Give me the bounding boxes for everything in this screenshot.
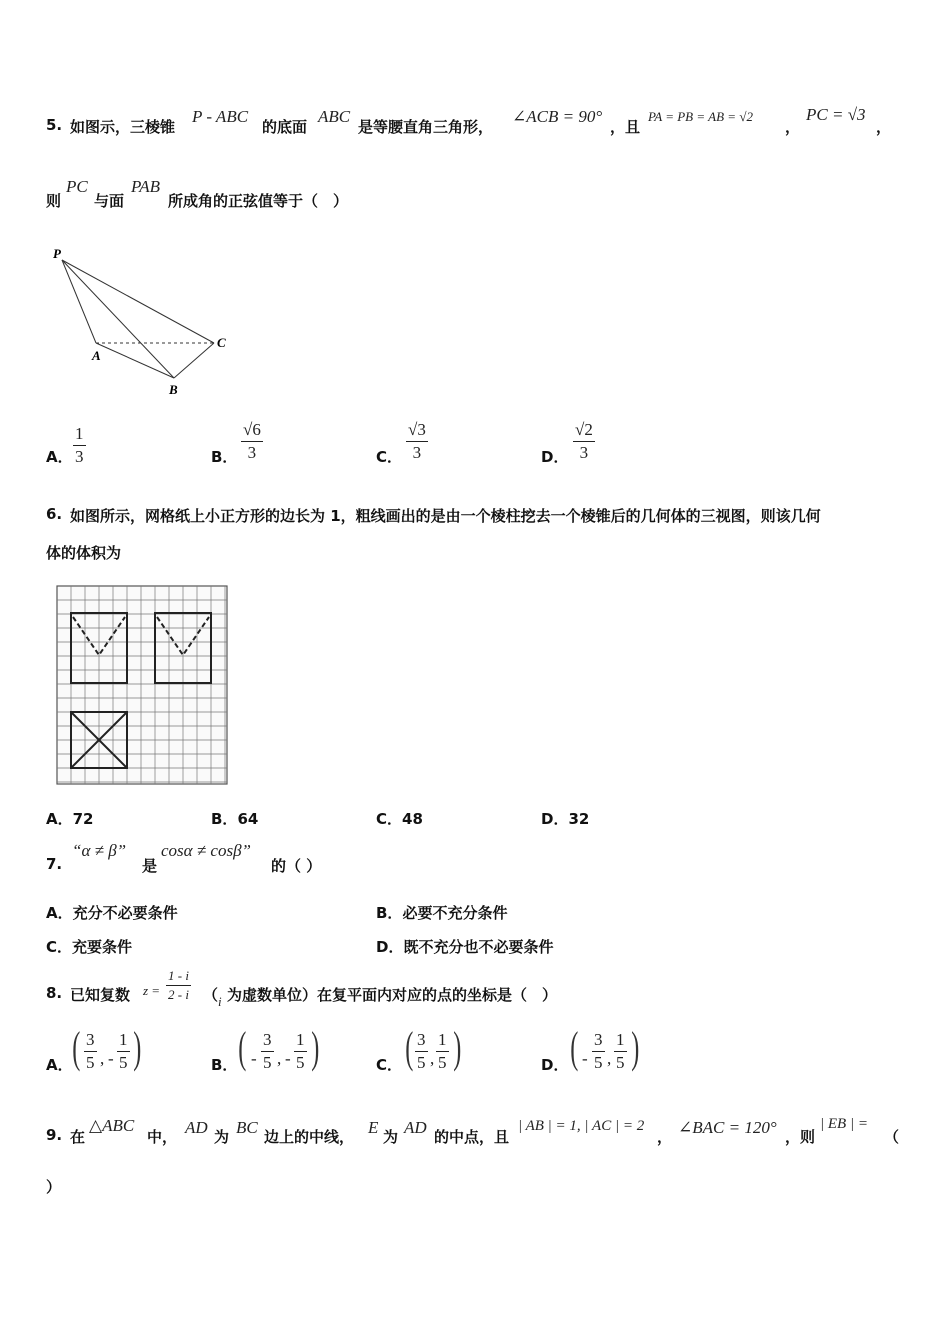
question-text: 中， — [147, 1128, 178, 1146]
option-value: 72 — [72, 810, 94, 828]
math-expression: z = — [143, 983, 161, 998]
question-text: 是 — [142, 857, 158, 875]
sign: - — [582, 1049, 588, 1068]
fraction-numerator: √3 — [408, 420, 426, 439]
math-expression: P - ABC — [192, 107, 249, 126]
option-text: 必要不充分条件 — [402, 904, 508, 922]
math-expression: “α ≠ β” — [72, 841, 127, 860]
question-text: 边上的中线， — [264, 1128, 355, 1146]
option-label: D． — [541, 810, 569, 828]
option-c-fraction[interactable] — [406, 420, 428, 463]
question-text: ） — [46, 1178, 62, 1196]
option-c[interactable] — [376, 808, 423, 829]
question-number: 7. — [46, 855, 63, 873]
fraction-denominator: 2 - i — [168, 987, 189, 1002]
option-label: C． — [376, 810, 403, 828]
math-expression: ABC — [318, 107, 351, 126]
question-text: 与面 — [94, 192, 125, 210]
sign: - — [108, 1049, 114, 1068]
vertex-label-p: P — [53, 246, 61, 261]
option-label: A． — [46, 810, 73, 828]
fraction-numerator: √6 — [243, 420, 261, 439]
fraction-denominator: 3 — [579, 443, 589, 462]
separator: , — [277, 1049, 282, 1068]
y-fraction: 1 5 — [119, 1030, 128, 1072]
question-text: 则 — [46, 192, 62, 210]
z-fraction — [166, 968, 191, 1003]
question-number: 5. — [46, 116, 63, 134]
question-number: 9. — [46, 1126, 63, 1144]
vertex-label-b: B — [169, 382, 178, 397]
option-a[interactable] — [46, 808, 93, 829]
edge-pc — [62, 260, 214, 343]
option-d[interactable] — [541, 808, 589, 829]
y-fraction: 1 5 — [616, 1030, 625, 1072]
math-expression: cosα ≠ cosβ” — [161, 841, 251, 860]
option-a-fraction[interactable] — [73, 424, 86, 467]
question-text: 为虚数单位）在复平面内对应的点的坐标是（ ） — [227, 986, 558, 1004]
option-label[interactable]: B． — [211, 1056, 238, 1074]
option-label[interactable]: A． — [46, 448, 73, 466]
question-text: ， — [876, 118, 892, 136]
fraction-denominator: 3 — [75, 447, 84, 466]
fraction-numerator: 1 - i — [168, 968, 189, 983]
separator: , — [430, 1049, 435, 1068]
question-text: 已知复数 — [70, 986, 131, 1004]
option-label[interactable]: D． — [541, 1056, 569, 1074]
sign: - — [251, 1049, 257, 1068]
math-expression: AD — [404, 1118, 427, 1137]
fraction-denominator: 3 — [247, 443, 257, 462]
question-text: 为 — [383, 1128, 399, 1146]
question-text: 所成角的正弦值等于（ ） — [168, 192, 349, 210]
math-expression: ∠BAC = 120° — [678, 1118, 777, 1137]
option-label[interactable]: D． — [541, 448, 569, 466]
question-text: ，且 — [610, 118, 641, 136]
edge-pa — [62, 260, 96, 343]
sign: - — [285, 1049, 291, 1068]
three-view-figure — [56, 585, 228, 785]
option-label: D． — [376, 938, 404, 956]
separator: , — [607, 1049, 612, 1068]
question-text: 在 — [70, 1128, 86, 1146]
fraction-numerator: √2 — [575, 420, 593, 439]
option-d[interactable] — [376, 936, 553, 957]
pyramid-figure — [48, 240, 238, 400]
edge-pb — [62, 260, 174, 378]
y-fraction: 1 5 — [296, 1030, 305, 1072]
separator: , — [100, 1049, 105, 1068]
question-text: 的底面 — [262, 118, 308, 136]
y-fraction: 1 5 — [438, 1030, 447, 1072]
edge-bc — [174, 343, 214, 378]
math-expression: △ABC — [89, 1116, 135, 1135]
option-label[interactable]: C． — [376, 1056, 403, 1074]
math-expression: PC = √3 — [806, 105, 866, 124]
option-b-fraction[interactable] — [241, 420, 263, 463]
option-b[interactable] — [376, 902, 507, 923]
option-text: 充要条件 — [72, 938, 133, 956]
question-text: 体的体积为 — [46, 544, 122, 562]
math-expression: E — [368, 1118, 379, 1137]
question-text: 如图示，三棱锥 — [70, 118, 176, 136]
math-expression: AD — [185, 1118, 208, 1137]
question-text: 的中点，且 — [434, 1128, 510, 1146]
math-expression: PA = PB = AB = √2 — [648, 109, 753, 124]
math-expression: PC — [66, 177, 88, 196]
math-expression: | EB | = — [820, 1116, 868, 1132]
option-a[interactable] — [46, 902, 178, 923]
option-value: 48 — [402, 810, 423, 828]
option-value: 32 — [568, 810, 590, 828]
option-label[interactable]: C． — [376, 448, 403, 466]
edge-ab — [96, 343, 174, 378]
fraction-denominator: 3 — [412, 443, 422, 462]
option-label[interactable]: B． — [211, 448, 238, 466]
question-number: 8. — [46, 984, 63, 1002]
option-text: 充分不必要条件 — [72, 904, 178, 922]
x-fraction: 3 5 — [263, 1030, 272, 1072]
option-value: 64 — [237, 810, 259, 828]
vertex-label-a: A — [92, 348, 101, 363]
fraction-numerator: 1 — [75, 424, 84, 443]
question-text: ， — [785, 118, 801, 136]
question-text: 的（ ） — [271, 857, 322, 875]
question-text: 如图所示，网格纸上小正方形的边长为 1，粗线画出的是由一个棱柱挖去一个棱锥后的几何体的三视图，则该几何 — [70, 507, 821, 525]
option-label: A． — [46, 904, 73, 922]
option-label[interactable]: A． — [46, 1056, 73, 1074]
option-label: B． — [376, 904, 403, 922]
math-expression: i — [218, 994, 222, 1009]
option-b[interactable] — [211, 808, 258, 829]
math-expression: BC — [236, 1118, 258, 1137]
question-text: 为 — [214, 1128, 230, 1146]
x-fraction: 3 5 — [417, 1030, 426, 1072]
question-text: （ — [203, 986, 219, 1004]
question-number: 6. — [46, 505, 63, 523]
option-c[interactable] — [46, 936, 132, 957]
question-text: （ — [884, 1128, 900, 1146]
question-text: ，则 — [785, 1128, 816, 1146]
option-text: 既不充分也不必要条件 — [403, 938, 554, 956]
option-label: B． — [211, 810, 238, 828]
x-fraction: 3 5 — [594, 1030, 603, 1072]
math-expression: PAB — [131, 177, 160, 196]
option-label: C． — [46, 938, 73, 956]
math-expression: | AB | = 1, | AC | = 2 — [518, 1118, 645, 1134]
question-text: ， — [657, 1128, 673, 1146]
math-expression: ∠ACB = 90° — [512, 107, 603, 126]
x-fraction: 3 5 — [86, 1030, 95, 1072]
question-text: 是等腰直角三角形， — [358, 118, 494, 136]
option-d-fraction[interactable] — [573, 420, 595, 463]
vertex-label-c: C — [217, 335, 226, 350]
